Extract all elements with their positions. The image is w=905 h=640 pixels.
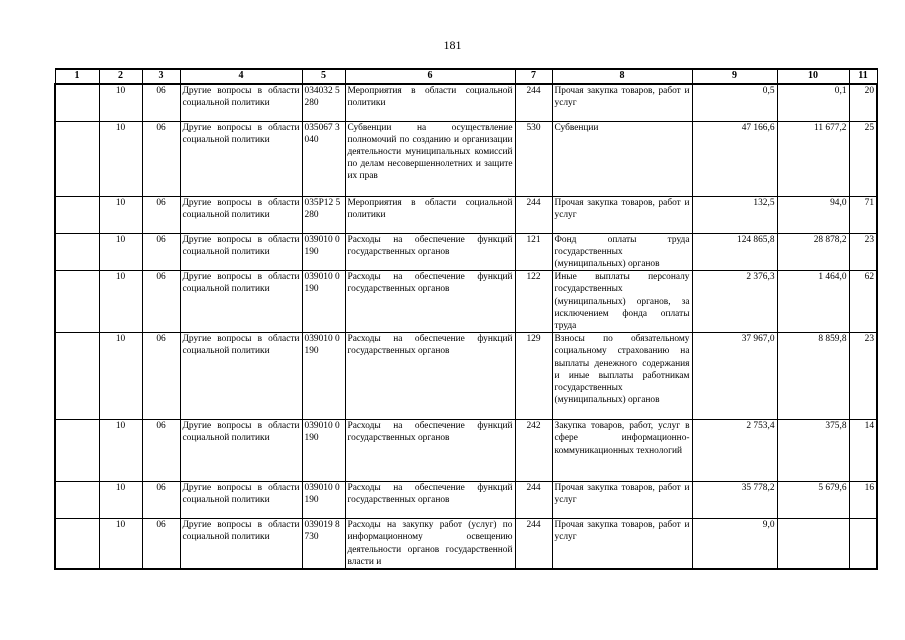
cell-target-name: Мероприятия в области социальной политики xyxy=(345,196,515,233)
cell-section-name: Другие вопросы в области социальной политики xyxy=(180,482,302,519)
cell-expense-name: Субвенции xyxy=(552,121,692,196)
cell-expense-type: 129 xyxy=(515,333,552,420)
cell-expense-name: Прочая закупка товаров, работ и услуг xyxy=(552,196,692,233)
cell-percent: 16 xyxy=(849,482,877,519)
cell-number xyxy=(55,271,99,333)
cell-actual: 28 878,2 xyxy=(777,233,849,271)
cell-section: 10 xyxy=(99,519,142,569)
cell-actual: 1 464,0 xyxy=(777,271,849,333)
column-header: 9 xyxy=(692,69,777,84)
cell-section: 10 xyxy=(99,420,142,482)
cell-expense-type: 242 xyxy=(515,420,552,482)
cell-section: 10 xyxy=(99,84,142,121)
cell-expense-type: 530 xyxy=(515,121,552,196)
cell-target-code: 034032 5280 xyxy=(302,84,345,121)
cell-target-code: 035067 3040 xyxy=(302,121,345,196)
cell-expense-name: Фонд оплаты труда государственных (муниципальных) органов xyxy=(552,233,692,271)
cell-target-name: Мероприятия в области социальной политики xyxy=(345,84,515,121)
cell-percent: 71 xyxy=(849,196,877,233)
column-header: 5 xyxy=(302,69,345,84)
cell-expense-name: Прочая закупка товаров, работ и услуг xyxy=(552,482,692,519)
cell-section: 10 xyxy=(99,196,142,233)
column-header: 10 xyxy=(777,69,849,84)
cell-target-code: 035Р12 5280 xyxy=(302,196,345,233)
cell-target-name: Расходы на обеспечение функций государственных органов xyxy=(345,333,515,420)
cell-plan: 2 753,4 xyxy=(692,420,777,482)
cell-number xyxy=(55,84,99,121)
table-row xyxy=(55,196,877,233)
cell-number xyxy=(55,121,99,196)
cell-plan: 2 376,3 xyxy=(692,271,777,333)
cell-expense-name: Иные выплаты персоналу государственных (муниципальных) органов, за исключением фонда оплаты труда xyxy=(552,271,692,333)
cell-actual: 94,0 xyxy=(777,196,849,233)
cell-number xyxy=(55,333,99,420)
cell-actual: 8 859,8 xyxy=(777,333,849,420)
cell-target-code: 039010 0190 xyxy=(302,482,345,519)
cell-target-name: Расходы на обеспечение функций государственных органов xyxy=(345,420,515,482)
table-row xyxy=(55,84,877,121)
cell-actual xyxy=(777,519,849,569)
cell-actual: 11 677,2 xyxy=(777,121,849,196)
cell-percent: 23 xyxy=(849,233,877,271)
cell-subsection: 06 xyxy=(142,333,180,420)
cell-subsection: 06 xyxy=(142,482,180,519)
cell-section-name: Другие вопросы в области социальной политики xyxy=(180,84,302,121)
cell-section-name: Другие вопросы в области социальной политики xyxy=(180,196,302,233)
cell-subsection: 06 xyxy=(142,519,180,569)
cell-actual: 0,1 xyxy=(777,84,849,121)
budget-table xyxy=(54,68,878,570)
table-row xyxy=(55,333,877,420)
cell-expense-type: 122 xyxy=(515,271,552,333)
cell-number xyxy=(55,482,99,519)
cell-expense-name: Прочая закупка товаров, работ и услуг xyxy=(552,519,692,569)
table-row xyxy=(55,271,877,333)
cell-section-name: Другие вопросы в области социальной политики xyxy=(180,271,302,333)
cell-subsection: 06 xyxy=(142,233,180,271)
cell-target-name: Расходы на закупку работ (услуг) по информационному освещению деятельности органов государственной власти и xyxy=(345,519,515,569)
column-header: 11 xyxy=(849,69,877,84)
column-header: 3 xyxy=(142,69,180,84)
cell-number xyxy=(55,233,99,271)
cell-target-code: 039019 8730 xyxy=(302,519,345,569)
cell-target-name: Расходы на обеспечение функций государственных органов xyxy=(345,271,515,333)
table-row xyxy=(55,420,877,482)
cell-subsection: 06 xyxy=(142,84,180,121)
cell-percent: 23 xyxy=(849,333,877,420)
cell-section: 10 xyxy=(99,482,142,519)
cell-section-name: Другие вопросы в области социальной политики xyxy=(180,519,302,569)
column-header: 1 xyxy=(55,69,99,84)
table-row xyxy=(55,482,877,519)
cell-plan: 0,5 xyxy=(692,84,777,121)
cell-subsection: 06 xyxy=(142,420,180,482)
cell-number xyxy=(55,420,99,482)
cell-section: 10 xyxy=(99,233,142,271)
cell-expense-type: 244 xyxy=(515,482,552,519)
cell-section: 10 xyxy=(99,271,142,333)
cell-expense-type: 244 xyxy=(515,519,552,569)
cell-target-name: Расходы на обеспечение функций государственных органов xyxy=(345,233,515,271)
cell-subsection: 06 xyxy=(142,121,180,196)
table-header-row xyxy=(55,69,877,84)
table-row xyxy=(55,519,877,569)
cell-number xyxy=(55,196,99,233)
cell-plan: 37 967,0 xyxy=(692,333,777,420)
cell-percent: 20 xyxy=(849,84,877,121)
cell-target-code: 039010 0190 xyxy=(302,420,345,482)
cell-actual: 375,8 xyxy=(777,420,849,482)
cell-plan: 47 166,6 xyxy=(692,121,777,196)
column-header: 2 xyxy=(99,69,142,84)
cell-expense-type: 244 xyxy=(515,196,552,233)
cell-subsection: 06 xyxy=(142,196,180,233)
cell-section-name: Другие вопросы в области социальной политики xyxy=(180,420,302,482)
cell-subsection: 06 xyxy=(142,271,180,333)
cell-target-code: 039010 0190 xyxy=(302,271,345,333)
cell-target-code: 039010 0190 xyxy=(302,333,345,420)
cell-percent xyxy=(849,519,877,569)
cell-section-name: Другие вопросы в области социальной политики xyxy=(180,121,302,196)
cell-number xyxy=(55,519,99,569)
cell-expense-name: Закупка товаров, работ, услуг в сфере информационно-коммуникационных технологий xyxy=(552,420,692,482)
cell-target-code: 039010 0190 xyxy=(302,233,345,271)
column-header: 4 xyxy=(180,69,302,84)
cell-plan: 124 865,8 xyxy=(692,233,777,271)
cell-expense-type: 121 xyxy=(515,233,552,271)
column-header: 8 xyxy=(552,69,692,84)
cell-expense-name: Взносы по обязательному социальному страхованию на выплаты денежного содержания и иные выплаты работникам государственных (муниципальных) органов xyxy=(552,333,692,420)
cell-plan: 35 778,2 xyxy=(692,482,777,519)
cell-section-name: Другие вопросы в области социальной политики xyxy=(180,233,302,271)
cell-target-name: Субвенции на осуществление полномочий по созданию и организации деятельности муниципальных комиссий по делам несовершеннолетних и защите их прав xyxy=(345,121,515,196)
cell-percent: 62 xyxy=(849,271,877,333)
column-header: 7 xyxy=(515,69,552,84)
cell-actual: 5 679,6 xyxy=(777,482,849,519)
cell-section: 10 xyxy=(99,121,142,196)
cell-target-name: Расходы на обеспечение функций государственных органов xyxy=(345,482,515,519)
page-number: 181 xyxy=(443,38,462,52)
cell-percent: 14 xyxy=(849,420,877,482)
cell-section-name: Другие вопросы в области социальной политики xyxy=(180,333,302,420)
cell-expense-name: Прочая закупка товаров, работ и услуг xyxy=(552,84,692,121)
cell-expense-type: 244 xyxy=(515,84,552,121)
column-header: 6 xyxy=(345,69,515,84)
table-row xyxy=(55,233,877,271)
table-row xyxy=(55,121,877,196)
cell-section: 10 xyxy=(99,333,142,420)
cell-percent: 25 xyxy=(849,121,877,196)
cell-plan: 132,5 xyxy=(692,196,777,233)
cell-plan: 9,0 xyxy=(692,519,777,569)
